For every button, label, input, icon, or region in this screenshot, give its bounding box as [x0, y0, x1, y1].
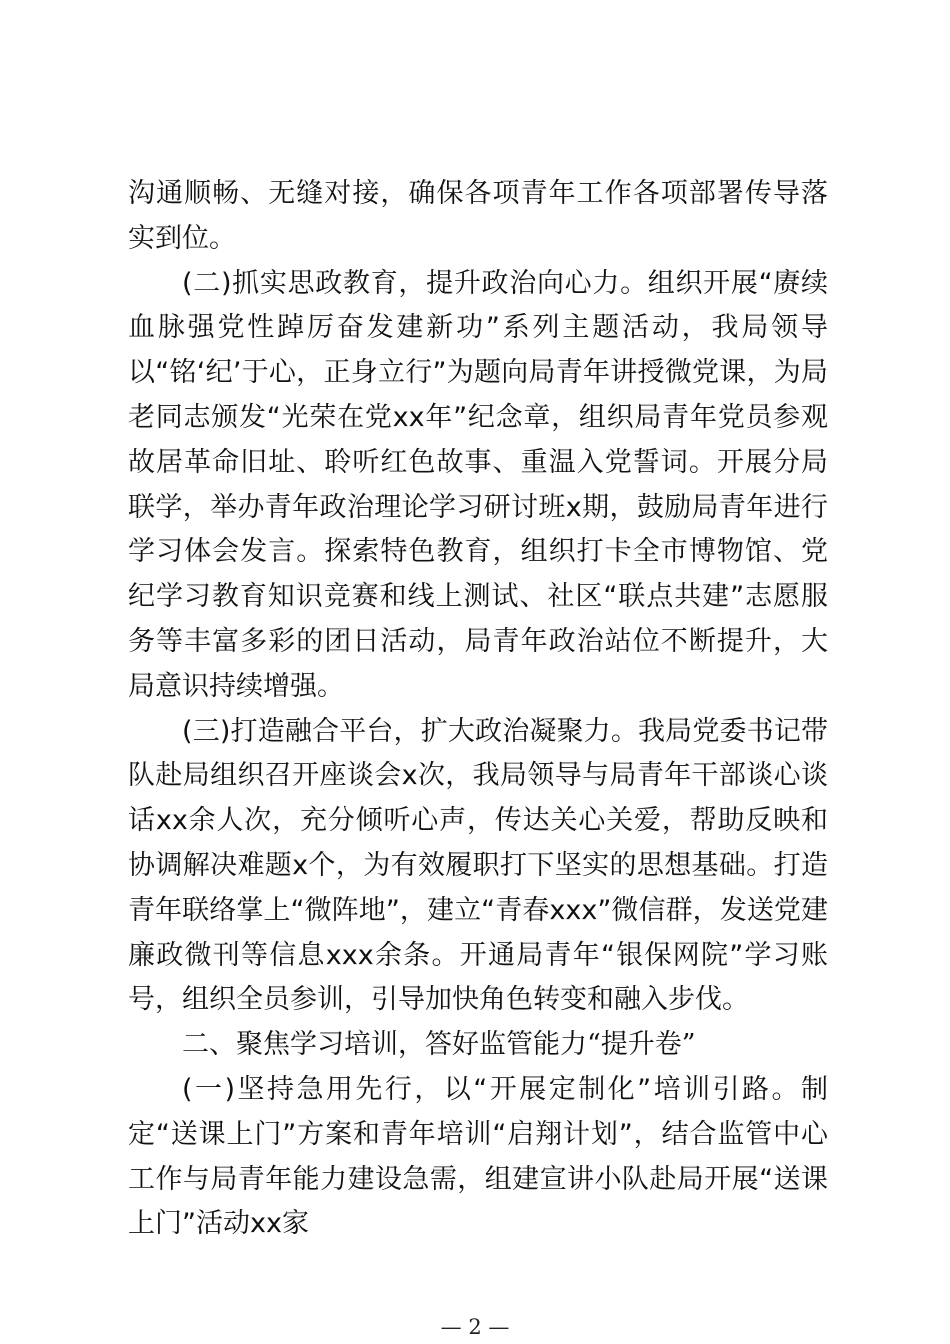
paragraph-subsection-one: (一)坚持急用先行，以“开展定制化”培训引路。制定“送课上门”方案和青年培训“启翔计划”，结合监管中心工作与局青年能力建设急需，组建宣讲小队赴局开展“送课上门”活动xx家	[128, 1073, 828, 1240]
paragraph-section-three: (三)打造融合平台，扩大政治凝聚力。我局党委书记带队赴局组织召开座谈会x次，我局领导与局青年干部谈心谈话xx余人次，充分倾听心声，传达关心关爱，帮助反映和协调解决难题x个，为有效履职打下坚实的思想基础。打造青年联络掌上“微阵地”，建立“青春xxx”微信群，发送党建廉政微刊等信息xxx余条。开通局青年“银保网院”学习账号，组织全员参训，引导加快角色转变和融入步伐。	[128, 715, 828, 1016]
body-text	[128, 172, 828, 1247]
paragraph-section-two: (二)抓实思政教育，提升政治向心力。组织开展“赓续血脉强党性踔厉奋发建新功”系列主题活动，我局领导以“铭‘纪’于心，正身立行”为题向局青年讲授微党课，为局老同志颁发“光荣在党xx年”纪念章，组织局青年党员参观故居革命旧址、聆听红色故事、重温入党誓词。开展分局联学，举办青年政治理论学习研讨班x期，鼓励局青年进行学习体会发言。探索特色教育，组织打卡全市博物馆、党纪学习教育知识竞赛和线上测试、社区“联点共建”志愿服务等丰富多彩的团日活动，局青年政治站位不断提升，大局意识持续增强。	[128, 267, 828, 702]
paragraph-continuation: 沟通顺畅、无缝对接，确保各项青年工作各项部署传导落实到位。	[128, 178, 828, 254]
section-heading: 二、聚焦学习培训，答好监管能力“提升卷”	[182, 1029, 696, 1061]
page-number: — 2 —	[440, 1315, 510, 1339]
